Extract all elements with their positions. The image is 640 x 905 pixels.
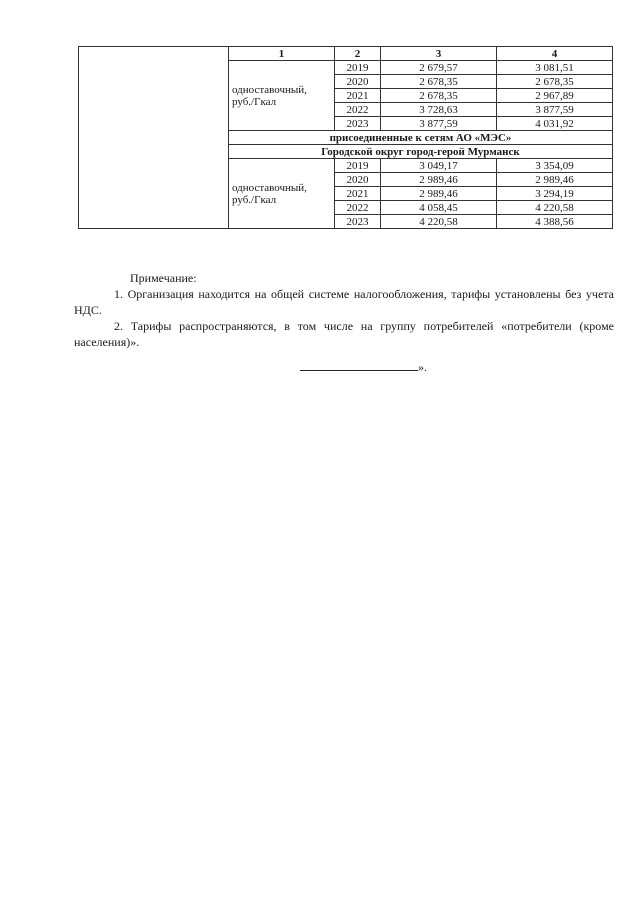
value-cell-col4: 2 967,89 bbox=[497, 89, 613, 103]
year-cell: 2021 bbox=[335, 89, 381, 103]
year-cell: 2022 bbox=[335, 103, 381, 117]
tariff-type-label: одноставочный, руб./Гкал bbox=[229, 159, 335, 229]
value-cell-col4: 4 031,92 bbox=[497, 117, 613, 131]
value-cell-col4: 3 354,09 bbox=[497, 159, 613, 173]
value-cell-col3: 3 049,17 bbox=[381, 159, 497, 173]
year-cell: 2020 bbox=[335, 173, 381, 187]
note-item-2: 2. Тарифы распространяются, в том числе на группу потребителей «потребители (кроме населения)». bbox=[74, 319, 614, 349]
header-col-4: 4 bbox=[497, 47, 613, 61]
year-cell: 2020 bbox=[335, 75, 381, 89]
header-col-2: 2 bbox=[335, 47, 381, 61]
note-item-1: 1. Организация находится на общей системе налогообложения, тарифы установлены без учета НДС. bbox=[74, 287, 614, 317]
notes-heading: Примечание: bbox=[130, 271, 197, 285]
value-cell-col3: 2 989,46 bbox=[381, 173, 497, 187]
closing-quote: ». bbox=[418, 360, 427, 374]
value-cell-col4: 4 388,56 bbox=[497, 215, 613, 229]
value-cell-col4: 3 294,19 bbox=[497, 187, 613, 201]
value-cell-col3: 3 877,59 bbox=[381, 117, 497, 131]
signature-underline bbox=[300, 360, 418, 371]
tariff-type-label: одноставочный, руб./Гкал bbox=[229, 61, 335, 131]
year-cell: 2019 bbox=[335, 159, 381, 173]
table-header-row bbox=[79, 47, 613, 61]
tariff-table bbox=[78, 46, 613, 229]
year-cell: 2021 bbox=[335, 187, 381, 201]
value-cell-col3: 4 058,45 bbox=[381, 201, 497, 215]
year-cell: 2019 bbox=[335, 61, 381, 75]
year-cell: 2022 bbox=[335, 201, 381, 215]
closing-line bbox=[300, 360, 427, 375]
value-cell-col3: 3 728,63 bbox=[381, 103, 497, 117]
value-cell-col4: 3 081,51 bbox=[497, 61, 613, 75]
value-cell-col4: 2 678,35 bbox=[497, 75, 613, 89]
header-col-1: 1 bbox=[229, 47, 335, 61]
value-cell-col4: 2 989,46 bbox=[497, 173, 613, 187]
section-title-network: присоединенные к сетям АО «МЭС» bbox=[229, 131, 613, 145]
section-title-city: Городской округ город-герой Мурманск bbox=[229, 145, 613, 159]
value-cell-col4: 3 877,59 bbox=[497, 103, 613, 117]
year-cell: 2023 bbox=[335, 117, 381, 131]
value-cell-col3: 2 678,35 bbox=[381, 89, 497, 103]
value-cell-col4: 4 220,58 bbox=[497, 201, 613, 215]
blank-left-column bbox=[79, 47, 229, 229]
value-cell-col3: 2 989,46 bbox=[381, 187, 497, 201]
value-cell-col3: 4 220,58 bbox=[381, 215, 497, 229]
notes-block bbox=[74, 270, 614, 350]
year-cell: 2023 bbox=[335, 215, 381, 229]
header-col-3: 3 bbox=[381, 47, 497, 61]
value-cell-col3: 2 679,57 bbox=[381, 61, 497, 75]
value-cell-col3: 2 678,35 bbox=[381, 75, 497, 89]
